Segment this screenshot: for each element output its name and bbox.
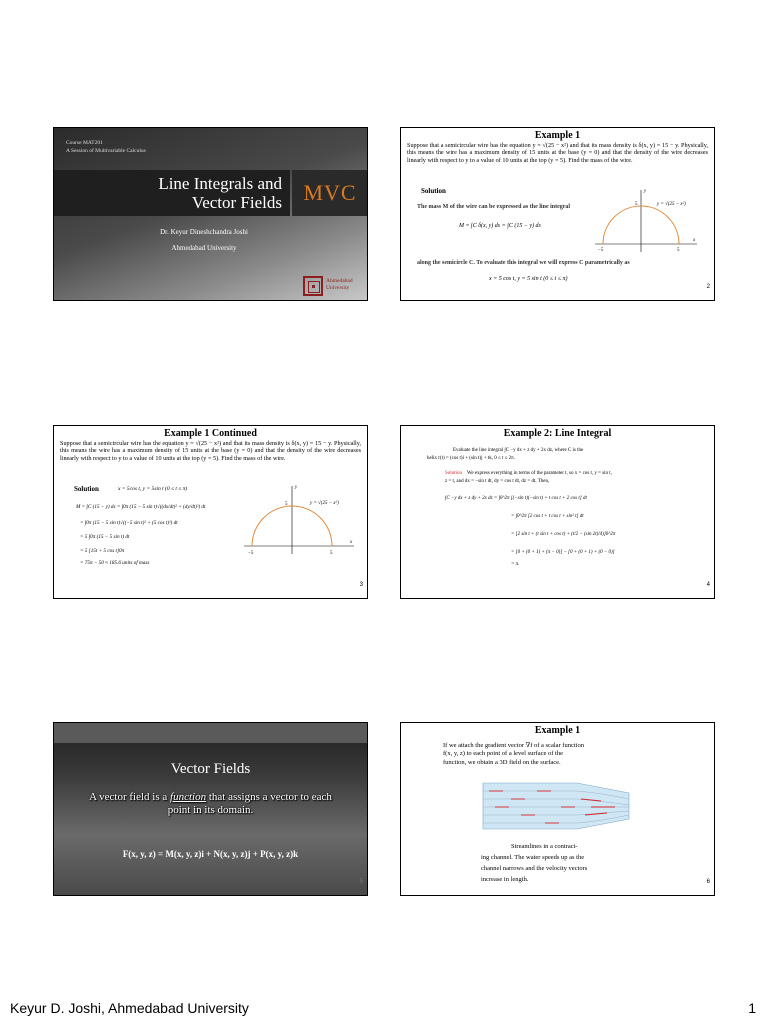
vector-field-formula: F(x, y, z) = M(x, y, z)i + N(x, y, z)j + P(x, y, z)k	[122, 849, 299, 859]
slide-title: Example 1	[534, 130, 581, 141]
footer-page-number: 1	[748, 1000, 756, 1016]
semicircle-graph	[240, 482, 360, 562]
slide-number: 2	[706, 284, 710, 290]
title-line-1: Line Integrals and	[158, 174, 282, 193]
caption-line-3: channel narrows and the velocity vectors	[481, 865, 588, 872]
step-1: ∫C −y dx + z dy + 2x dz = ∫0^2π [(−sin t)(−sin t) + t cos t + 2 cos t] dt	[445, 496, 587, 501]
tick-left: −5	[598, 248, 604, 253]
step-5: = π.	[511, 562, 520, 567]
tick-right: 5	[330, 551, 333, 556]
solution-label: Solution	[421, 187, 446, 195]
tick-left: −5	[248, 551, 254, 556]
curve-label: y = √(25 − x²)	[310, 501, 339, 506]
step-3: = 5 ∫0π (15 − 5 sin t) dt	[80, 534, 130, 540]
slide-2-example-1[interactable]	[400, 127, 715, 301]
definition-text	[84, 791, 337, 817]
step-2: = ∫0π (15 − 5 sin t)√((−5 sin t)² + (5 cos t)²) dt	[80, 520, 178, 526]
streamline-figure	[481, 777, 631, 835]
solution-line-2: z = t, and dx = −sin t dt, dy = cos t dt, dz = dt. Then,	[445, 479, 550, 484]
slide-1-title[interactable]	[53, 127, 368, 301]
param-formula: x = 5cos t, y = 5sin t (0 ≤ t ≤ π)	[118, 486, 188, 492]
slide-number: 4	[706, 582, 710, 588]
x-axis-label: x	[693, 238, 696, 243]
step-3: = [2 sin t + (t sin t + cos t) + (t/2 − (sin 2t)/4)]0^2π	[511, 532, 616, 537]
step-4: = 5 [15t + 5 cos t]0π	[80, 548, 125, 554]
slide-title: Vector Fields	[170, 761, 251, 777]
tick-top: 5	[285, 502, 288, 507]
footer-author: Keyur D. Joshi, Ahmedabad University	[10, 1000, 249, 1016]
step-5: = 75π − 50 ≈ 185.6 units of mass	[80, 560, 150, 566]
channel	[483, 783, 629, 829]
definition-function-word: function	[170, 791, 207, 803]
slide-title: Example 1 Continued	[164, 428, 257, 439]
course-subtitle: A Session of Multivariable Calculus	[66, 148, 146, 154]
text-line-1: If we attach the gradient vector ∇f of a scalar function	[443, 742, 584, 749]
slide-number: 6	[706, 879, 710, 885]
curve-label: y = √(25 − x²)	[657, 202, 686, 207]
y-axis-label: y	[295, 485, 298, 490]
logo-text-2: University	[326, 285, 350, 291]
semicircle-graph	[591, 186, 701, 258]
text-line-3: function, we obtain a 3D field on the surface.	[443, 759, 561, 766]
along-text: along the semicircle C. To evaluate this integral we will express C parametrically as	[417, 260, 630, 266]
slide-number: 3	[359, 582, 363, 588]
x-axis-label: x	[350, 540, 353, 545]
title-band	[54, 170, 290, 216]
step-1: M = ∫C (15 − y) ds = ∫0π (15 − 5 sin t)√((dx/dt)² + (dy/dt)²) dt	[76, 504, 206, 510]
slide-title: Example 2: Line Integral	[503, 428, 612, 439]
problem-line-1: Evaluate the line integral ∫C −y dx + z dy + 2x dz, where C is the	[453, 448, 584, 453]
solution-label: Solution	[445, 471, 462, 476]
title-line-2: Vector Fields	[191, 193, 282, 212]
param-formula: x = 5 cos t, y = 5 sin t (0 ≤ t ≤ π)	[489, 276, 568, 282]
problem-statement: Suppose that a semicircular wire has the equation y = √(25 − x²) and that its mass density is δ(x, y) = 15 − y. Physically, this means the wire has a maximum density of 15 units at the base (y = 0) and that the density of the wire decreases linearly with respect to y to a value of 10 units at the top (y = 5). Find the mass of the wire.	[60, 440, 361, 462]
definition-part-1: A vector field is a	[89, 791, 171, 803]
mvc-badge-text: MVC	[303, 180, 357, 205]
slide-number: 5	[359, 879, 363, 885]
caption-line-1: Streamlines in a contract-	[511, 843, 578, 850]
solution-line-1: We express everything in terms of the parameter t, so x = cos t, y = sin t,	[467, 471, 612, 476]
author-name: Dr. Keyur Dineshchandra Joshi	[160, 228, 248, 236]
mass-text: The mass M of the wire can be expressed as the line integral	[417, 204, 571, 210]
logo-text-1: Ahmedabad	[326, 278, 353, 284]
solution-label: Solution	[74, 485, 99, 493]
problem-statement: Suppose that a semicircular wire has the equation y = √(25 − x²) and that its mass density is δ(x, y) = 15 − y. Physically, this means the wire has a maximum density of 15 units at the base (y = 0) and that the density of the wire decreases linearly with respect to y to a value of 10 units at the top (y = 5). Find the mass of the wire.	[407, 142, 708, 164]
mass-formula: M = ∫C δ(x, y) ds = ∫C (15 − y) ds	[459, 223, 541, 229]
y-axis-label: y	[644, 189, 647, 194]
caption-line-4: increase in length.	[481, 876, 529, 883]
mvc-badge	[292, 170, 368, 216]
course-code: Course MAT201	[66, 140, 103, 146]
step-2: = ∫0^2π [2 cos t + t cos t + sin² t] dt	[511, 514, 584, 519]
slide-3-example-1-continued[interactable]	[53, 425, 368, 599]
top-band	[54, 723, 367, 743]
tick-top: 5	[635, 202, 638, 207]
slide-5-vector-fields[interactable]	[53, 722, 368, 896]
slide-title: Example 1	[534, 725, 581, 736]
author-affiliation: Ahmedabad University	[171, 244, 237, 252]
slide-4-example-2[interactable]	[400, 425, 715, 599]
university-logo-icon	[303, 276, 323, 296]
text-line-2: f(x, y, z) to each point of a level surface of the	[443, 750, 563, 757]
caption-line-2: ing channel. The water speeds up as the	[481, 854, 585, 861]
problem-line-2: helix r(t) = (cos t)i + (sin t)j + tk, 0 ≤ t ≤ 2π.	[427, 456, 515, 461]
definition-part-2: that assigns a vector to each point in its domain.	[167, 791, 332, 816]
slide-6-example-1-gradient[interactable]	[400, 722, 715, 896]
step-4: = [0 + (0 + 1) + (π − 0)] − [0 + (0 + 1) + (0 − 0)]	[511, 550, 615, 555]
tick-right: 5	[677, 248, 680, 253]
